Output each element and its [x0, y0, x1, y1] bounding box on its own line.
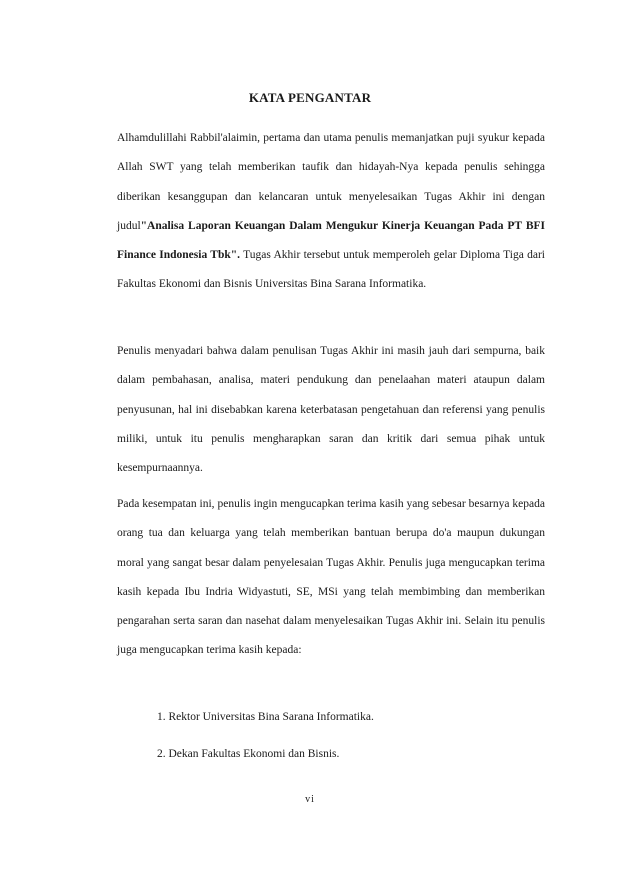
paragraph-intro-continuation: Tugas Akhir tersebut untuk memperoleh gelar Diploma Tiga dari Fakultas Ekonomi dan Bisnis Universitas Bina Sarana Informatika.	[117, 249, 545, 291]
paragraph-intro-text: Alhamdulillahi Rabbil'alaimin, pertama dan utama penulis memanjatkan puji syukur kepada Allah SWT yang telah memberikan taufik dan hidayah-Nya kepada penulis sehingga diberikan kesanggupan dan kelancaran untuk menyelesaikan Tugas Akhir ini dengan judul	[117, 132, 545, 232]
page-number: vi	[305, 794, 315, 805]
page-title: KATA PENGANTAR	[248, 90, 372, 105]
paragraph-acknowledgement-limits: Penulis menyadari bahwa dalam penulisan Tugas Akhir ini masih jauh dari sempurna, baik dalam pembahasan, analisa, materi pendukung dan penelaahan materi ataupun dalam penyusunan, hal ini disebabkan karena keterbatasan pengetahuan dan referensi yang penulis miliki, untuk itu penulis mengharapkan saran dan kritik dari semua pihak untuk kesempurnaannya.	[117, 345, 545, 475]
paragraph-intro	[117, 124, 545, 300]
list-item: 1. Rektor Universitas Bina Sarana Informatika.	[157, 711, 374, 723]
thesis-title: "Analisa Laporan Keuangan Dalam Mengukur Kinerja Keuangan Pada PT BFI Finance Indonesia Tbk".	[117, 219, 545, 262]
list-item: 2. Dekan Fakultas Ekonomi dan Bisnis.	[157, 748, 340, 760]
paragraph-thanks: Pada kesempatan ini, penulis ingin mengucapkan terima kasih yang sebesar besarnya kepada orang tua dan keluarga yang telah memberikan bantuan berupa do'a maupun dukungan moral yang sangat besar dalam penyelesaian Tugas Akhir. Penulis juga mengucapkan terima kasih kepada Ibu Indria Widyastuti, SE, MSi yang telah membimbing dan memberikan pengarahan serta saran dan nasehat dalam menyelesaikan Tugas Akhir ini. Selain itu penulis juga mengucapkan terima kasih kepada:	[117, 498, 545, 657]
